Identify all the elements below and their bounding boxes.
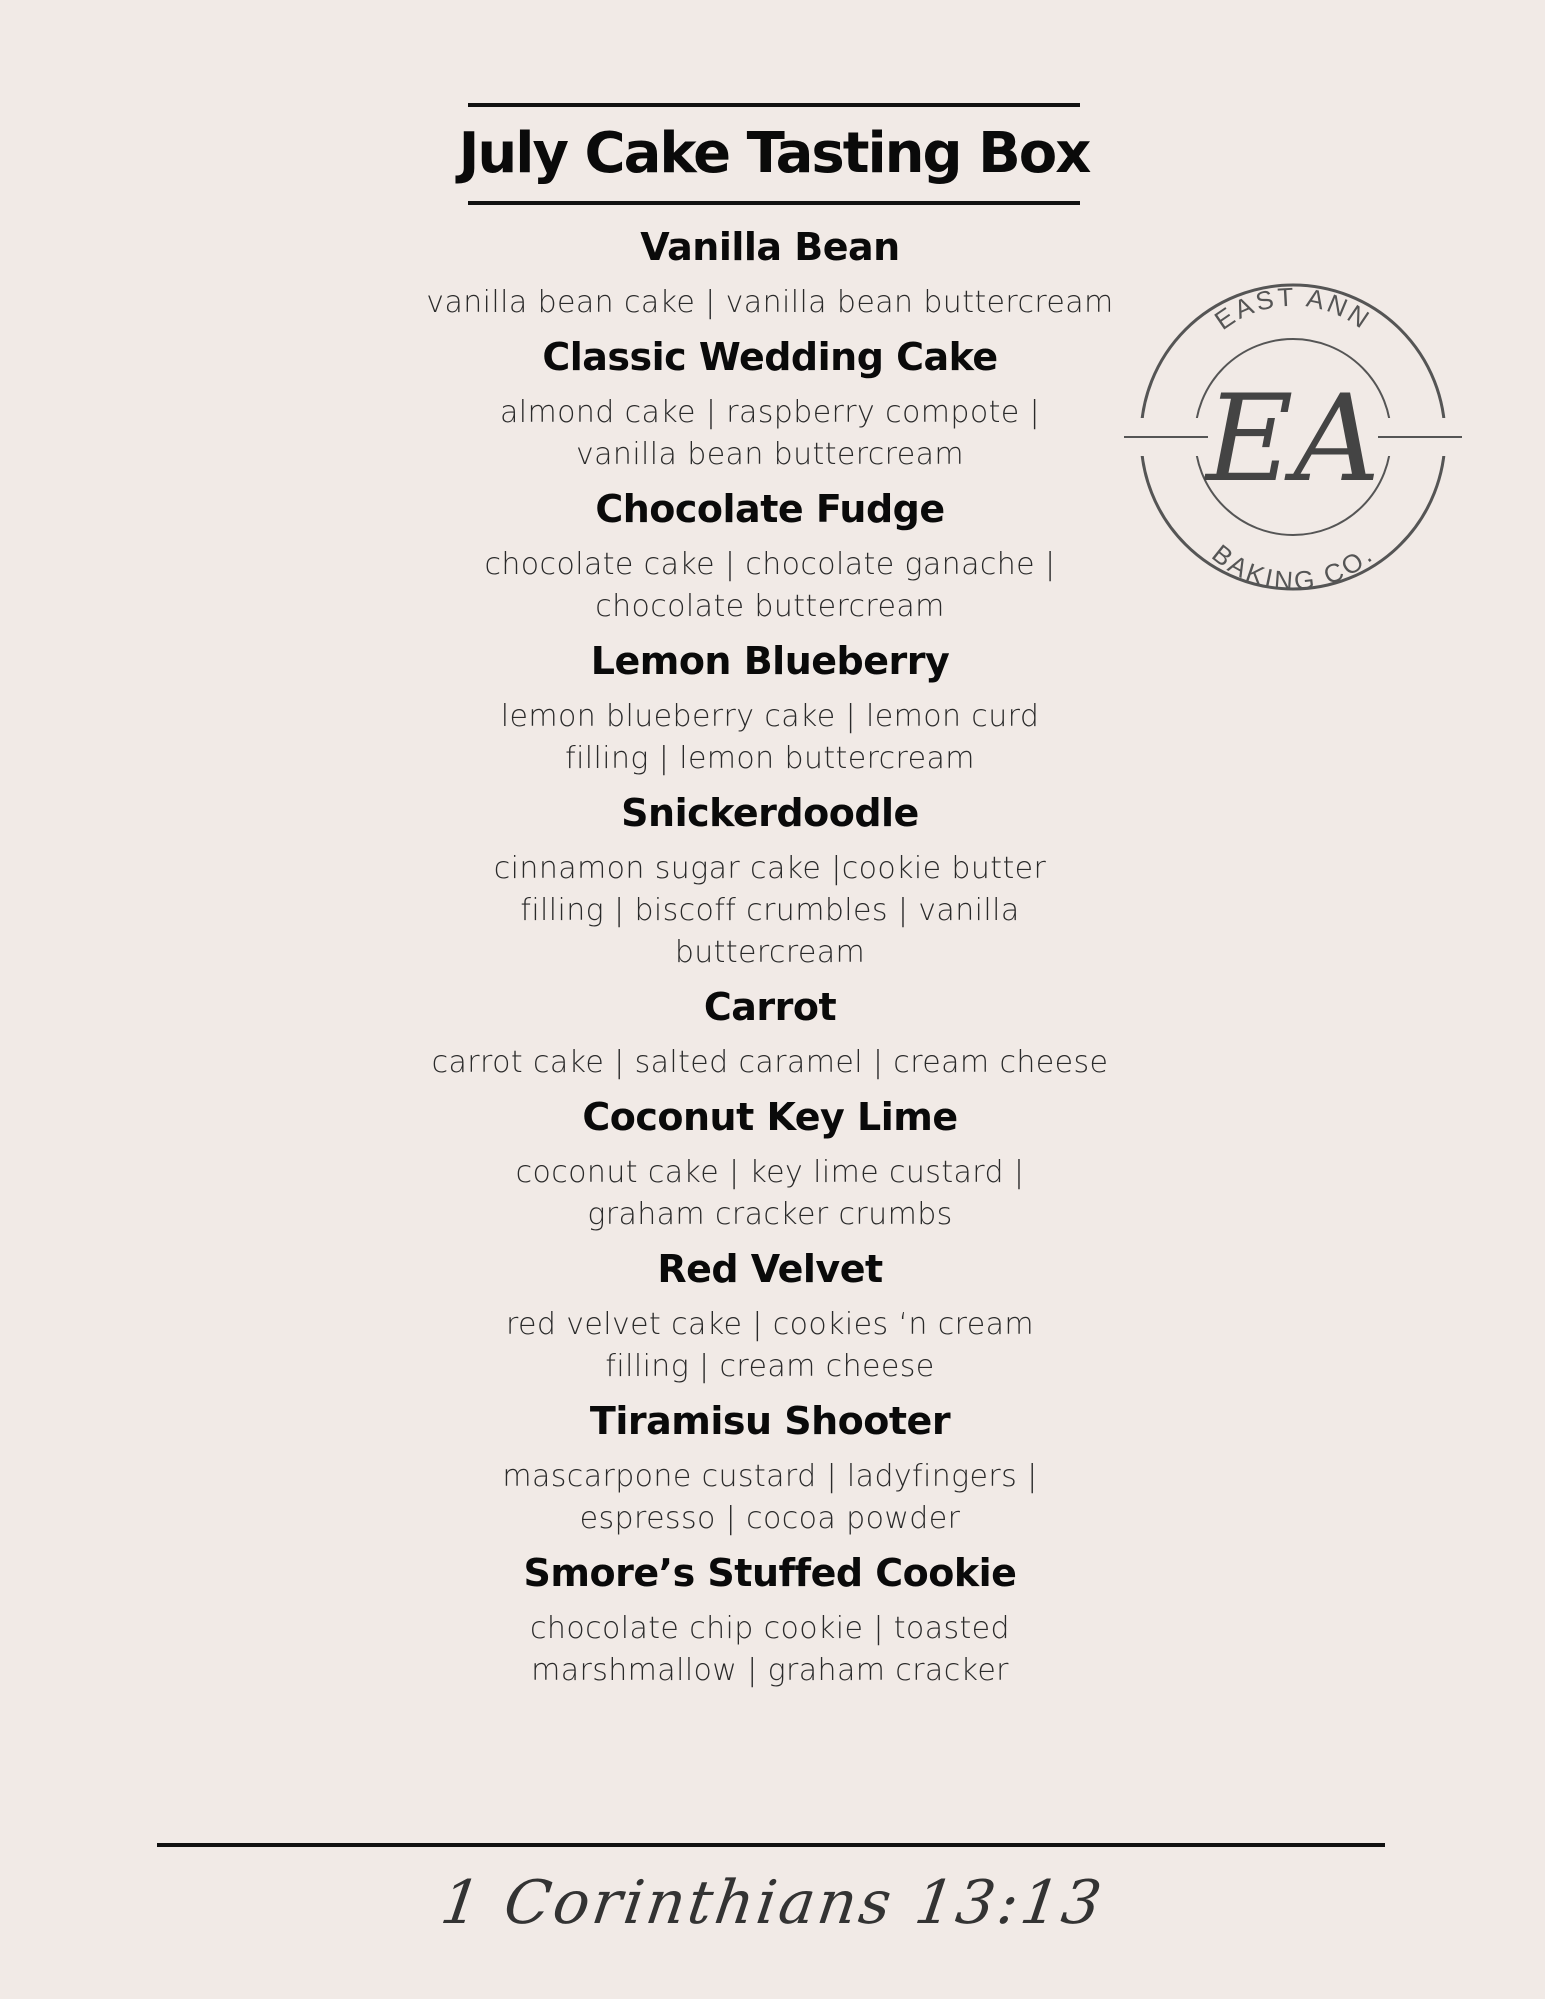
title-rule-bottom [468, 201, 1080, 205]
logo-bottom-text: BAKING CO. [1206, 538, 1380, 594]
flavor-name: Classic Wedding Cake [542, 335, 998, 379]
flavor-description: chocolate chip cookie | toasted marshmallow | graham cracker [530, 1611, 1010, 1688]
logo-top-text: EAST ANN [1208, 281, 1377, 336]
flavor-description: mascarpone custard | ladyfingers | espresso | cocoa powder [502, 1459, 1038, 1536]
flavor-item [370, 1548, 1170, 1692]
page-title: July Cake Tasting Box [458, 121, 1090, 186]
title-block [458, 103, 1090, 205]
flavor-item [370, 1396, 1170, 1540]
flavor-item [370, 788, 1170, 974]
flavor-list [370, 222, 1170, 1692]
flavor-name: Coconut Key Lime [582, 1095, 958, 1139]
flavor-name: Red Velvet [657, 1247, 883, 1291]
logo-monogram: EA [1205, 370, 1381, 509]
flavor-description: coconut cake | key lime custard | graham cracker crumbs [515, 1155, 1025, 1232]
flavor-description: lemon blueberry cake | lemon curd filling | lemon buttercream [500, 699, 1040, 776]
flavor-description: red velvet cake | cookies ‘n cream filling | cream cheese [505, 1307, 1035, 1384]
flavor-description: chocolate cake | chocolate ganache | chocolate buttercream [484, 547, 1056, 624]
flavor-name: Chocolate Fudge [595, 487, 945, 531]
flavor-item [370, 332, 1170, 476]
footer-verse: 1 Corinthians 13:13 [436, 1868, 1109, 1938]
flavor-item [370, 222, 1170, 324]
flavor-description: vanilla bean cake | vanilla bean buttercream [426, 285, 1114, 320]
flavor-item [370, 1092, 1170, 1236]
flavor-description: carrot cake | salted caramel | cream cheese [431, 1045, 1109, 1080]
flavor-item [370, 636, 1170, 780]
flavor-item [370, 484, 1170, 628]
flavor-name: Smore’s Stuffed Cookie [523, 1551, 1017, 1595]
flavor-item [370, 982, 1170, 1084]
flavor-name: Carrot [703, 985, 837, 1029]
flavor-description: cinnamon sugar cake |cookie butter filling | biscoff crumbles | vanilla buttercream [493, 851, 1047, 970]
flavor-name: Snickerdoodle [621, 791, 919, 835]
footer-rule [157, 1843, 1385, 1847]
flavor-name: Tiramisu Shooter [589, 1399, 951, 1443]
bakery-logo [1120, 280, 1466, 594]
flavor-item [370, 1244, 1170, 1388]
flavor-name: Lemon Blueberry [590, 639, 950, 683]
title-rule-top [468, 103, 1080, 107]
flavor-description: almond cake | raspberry compote | vanilla bean buttercream [499, 395, 1041, 472]
flavor-name: Vanilla Bean [640, 225, 900, 269]
